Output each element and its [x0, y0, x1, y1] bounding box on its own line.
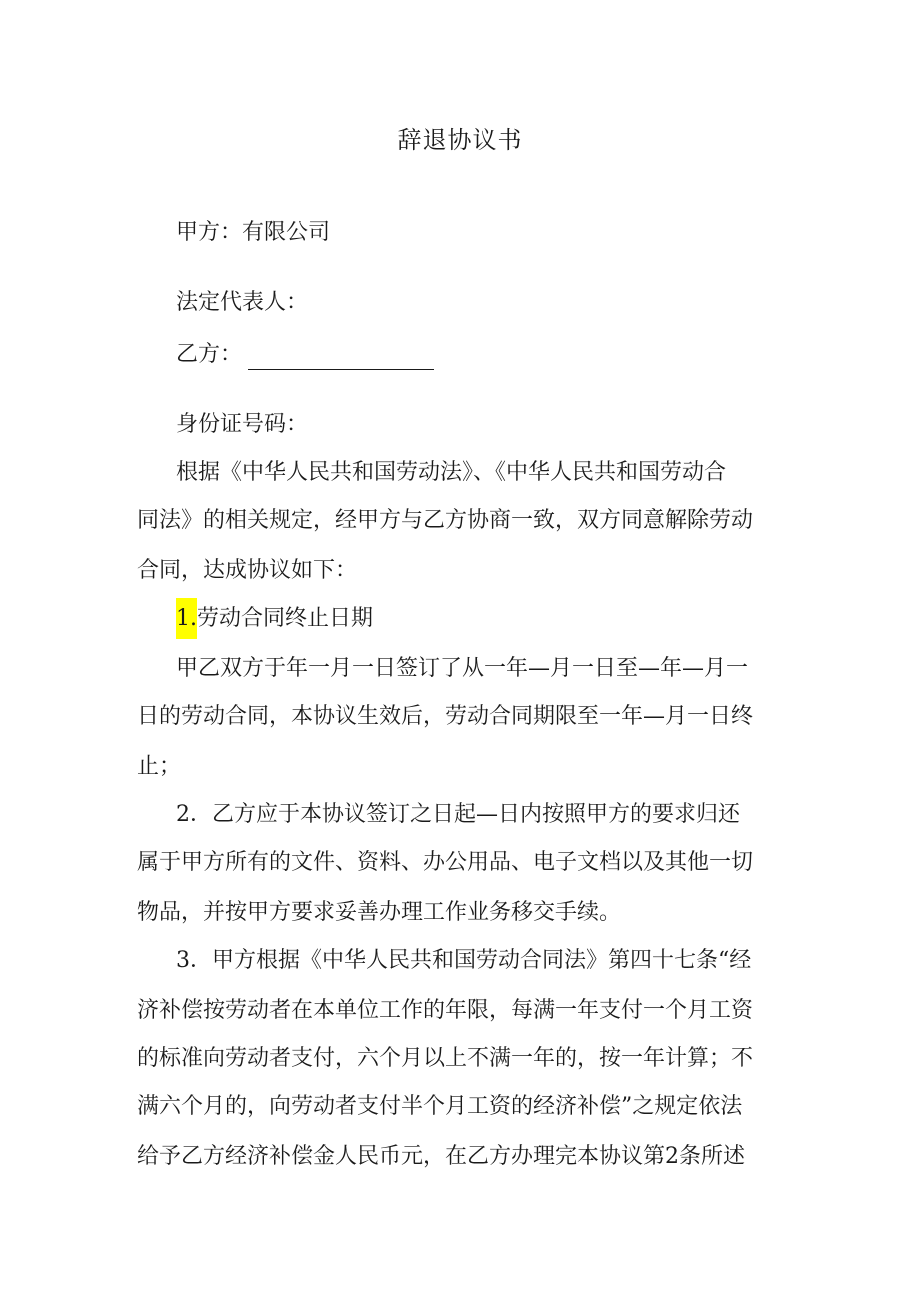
item1-body-line: 甲乙双方于年一月一日签订了从一年—月一日至—年—月一	[176, 656, 749, 681]
item1-heading-line	[176, 604, 826, 634]
document-title: 辞退协议书	[397, 126, 523, 154]
item1-body-line: 日的劳动合同，本协议生效后，劳动合同期限至一年—月一日终	[137, 704, 754, 729]
item3-line: 3．甲方根据《中华人民共和国劳动合同法》第四十七条“经	[176, 948, 752, 973]
intro-line: 合同，达成协议如下：	[137, 558, 358, 583]
legal-representative-line: 法定代表人：	[176, 290, 309, 315]
intro-line: 同法》的相关规定，经甲方与乙方协商一致，双方同意解除劳动	[137, 508, 754, 533]
party-b-blank	[248, 347, 434, 370]
item2-line: 2．乙方应于本协议签订之日起—日内按照甲方的要求归还	[176, 802, 740, 827]
party-b-label: 乙方：	[176, 342, 243, 367]
party-b-line	[176, 340, 826, 370]
item3-line: 济补偿按劳动者在本单位工作的年限，每满一年支付一个月工资	[137, 998, 754, 1023]
party-a-line: 甲方：有限公司	[176, 220, 331, 245]
item3-line: 满六个月的，向劳动者支付半个月工资的经济补偿”之规定依法	[137, 1094, 743, 1119]
item3-line: 给予乙方经济补偿金人民币元，在乙方办理完本协议第2条所述	[137, 1144, 745, 1169]
item1-number-highlight: 1.	[176, 598, 197, 639]
item2-line: 属于甲方所有的文件、资料、办公用品、电子文档以及其他一切	[137, 850, 754, 875]
item1-body-line: 止；	[137, 754, 182, 779]
id-number-line: 身份证号码：	[176, 412, 309, 437]
item3-line: 的标准向劳动者支付，六个月以上不满一年的，按一年计算；不	[137, 1046, 754, 1071]
intro-line: 根据《中华人民共和国劳动法》、《中华人民共和国劳动合	[176, 460, 727, 485]
item1-heading: 劳动合同终止日期	[197, 606, 374, 631]
item2-line: 物品，并按甲方要求妥善办理工作业务移交手续。	[137, 900, 622, 925]
